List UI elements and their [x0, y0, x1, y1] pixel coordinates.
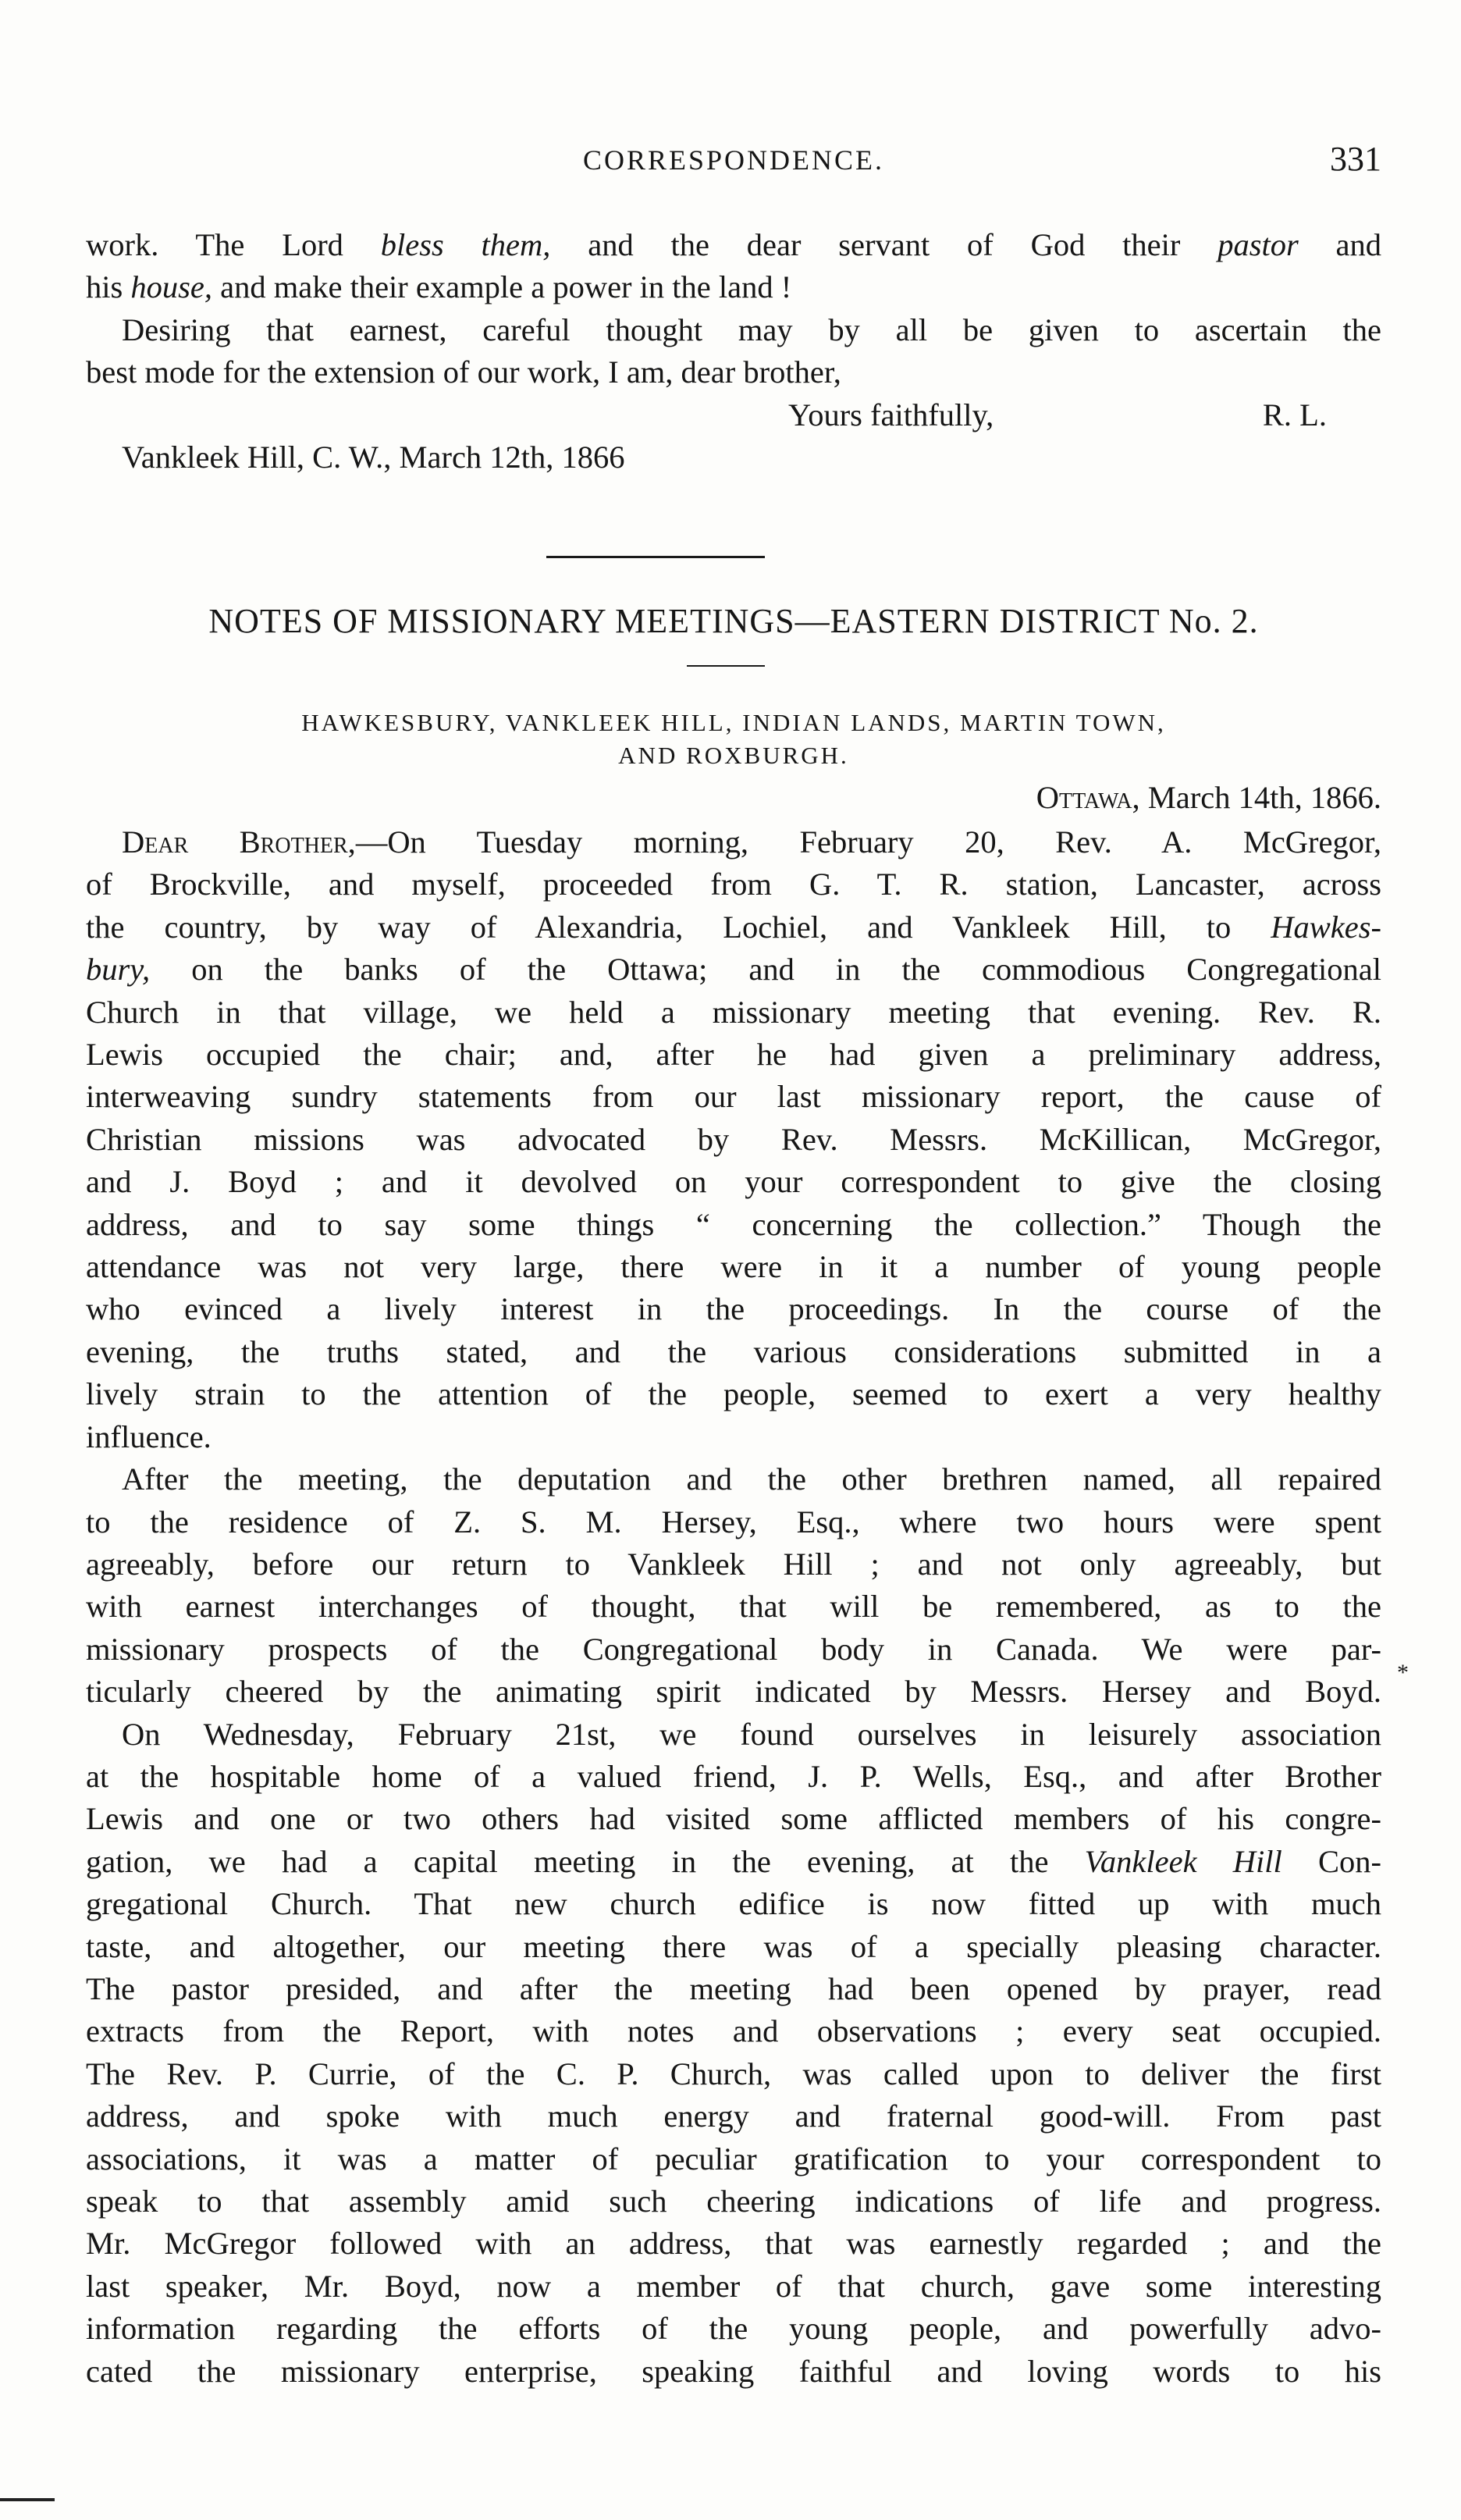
text-line: After the meeting, the deputation and the other brethren named, all repaired [122, 1461, 1381, 1497]
text-line: Christian missions was advocated by Rev. Messrs. McKillican, McGregor, [86, 1121, 1381, 1157]
text-line: Mr. McGregor followed with an address, that was earnestly regarded ; and the [86, 2226, 1381, 2262]
margin-mark: * [1397, 1660, 1409, 1685]
text-line: evening, the truths stated, and the various considerations submitted in a [86, 1333, 1381, 1369]
subheading-line: HAWKESBURY, VANKLEEK HILL, INDIAN LANDS, MARTIN TOWN, [301, 709, 1166, 736]
running-head [86, 139, 1381, 186]
text-line: the country, by way of Alexandria, Lochiel, and Vankleek Hill, to Hawkes- [86, 909, 1381, 945]
text-line: address, and spoke with much energy and fraternal good-will. From past [86, 2098, 1381, 2134]
text-line: with earnest interchanges of thought, that will be remembered, as to the [86, 1589, 1381, 1625]
section-divider [546, 556, 765, 558]
text-line: his house, and make their example a power in the land ! [86, 269, 792, 305]
previous-letter-closing [86, 224, 1381, 479]
text-line: cated the missionary enterprise, speaking faithful and loving words to his [86, 2353, 1381, 2389]
text-line: interweaving sundry statements from our last missionary report, the cause of [86, 1079, 1381, 1115]
text-line: The pastor presided, and after the meeting had been opened by prayer, read [86, 1970, 1381, 2006]
article-body [86, 821, 1381, 2393]
text-line: address, and to say some things “ concerning the collection.” Though the [86, 1206, 1381, 1242]
text-line: and J. Boyd ; and it devolved on your correspondent to give the closing [86, 1164, 1381, 1200]
text-line: to the residence of Z. S. M. Hersey, Esq., where two hours were spent [86, 1504, 1381, 1539]
text-line: attendance was not very large, there were in it a number of young people [86, 1249, 1381, 1285]
signature-initials: R. L. [1262, 397, 1327, 432]
text-line: missionary prospects of the Congregational body in Canada. We were par- [86, 1631, 1381, 1667]
page-edge-mark [0, 2498, 55, 2501]
text-line: taste, and altogether, our meeting there was of a specially pleasing character. [86, 1928, 1381, 1964]
text-line: Lewis occupied the chair; and, after he had given a preliminary address, [86, 1037, 1381, 1073]
text-line: work. The Lord bless them, and the dear servant of God their pastor and [86, 227, 1382, 262]
text-line: ticularly cheered by the animating spirit indicated by Messrs. Hersey and Boyd. [86, 1674, 1381, 1710]
text-line: lively strain to the attention of the people, seemed to exert a very healthy [86, 1376, 1381, 1412]
text-line: The Rev. P. Currie, of the C. P. Church, was called upon to deliver the first [86, 2056, 1381, 2091]
subheading-line: AND ROXBURGH. [618, 742, 849, 769]
text-line: best mode for the extension of our work, I am, dear brother, [86, 354, 841, 390]
text-line: extracts from the Report, with notes and observations ; every seat occupied. [86, 2013, 1381, 2049]
text-line: On Wednesday, February 21st, we found ourselves in leisurely association [122, 1716, 1381, 1752]
text-line: associations, it was a matter of peculiar gratification to your correspondent to [86, 2141, 1381, 2177]
text-line: at the hospitable home of a valued friend, J. P. Wells, Esq., and after Brother [86, 1758, 1381, 1794]
text-line: bury, on the banks of the Ottawa; and in the commodious Congregational [86, 952, 1381, 988]
closing-salutation: Yours faithfully, [788, 397, 994, 432]
text-line: Lewis and one or two others had visited some afflicted members of his congre- [86, 1801, 1381, 1837]
text-line: agreeably, before our return to Vankleek Hill ; and not only agreeably, but [86, 1546, 1381, 1582]
page-number: 331 [1330, 140, 1381, 178]
text-line: information regarding the efforts of the young people, and powerfully advo- [86, 2311, 1381, 2347]
dateline-date: March 14th, 1866. [1139, 780, 1381, 815]
heading-rule [687, 665, 765, 667]
signature-row [86, 394, 1381, 436]
running-title: CORRESPONDENCE. [582, 144, 885, 176]
place-date: Vankleek Hill, C. W., March 12th, 1866 [122, 440, 625, 475]
text-line: last speaker, Mr. Boyd, now a member of that church, gave some interesting [86, 2268, 1381, 2304]
text-line: who evinced a lively interest in the proceedings. In the course of the [86, 1291, 1381, 1327]
text-line: Desiring that earnest, careful thought may by all be given to ascertain the [122, 311, 1381, 347]
text-line: of Brockville, and myself, proceeded from G. T. R. station, Lancaster, across [86, 867, 1381, 902]
salutation: Dear Brother, [122, 824, 356, 860]
dateline [1036, 779, 1381, 816]
text-line: gation, we had a capital meeting in the evening, at the Vankleek Hill Con- [86, 1843, 1381, 1879]
text-line: gregational Church. That new church edifice is now fitted up with much [86, 1886, 1381, 1922]
text-line: Church in that village, we held a missionary meeting that evening. Rev. R. [86, 994, 1381, 1030]
dateline-place: Ottawa, [1036, 780, 1140, 815]
text-line: Dear Brother,—On Tuesday morning, February 20, Rev. A. McGregor, [122, 824, 1382, 860]
article-heading: NOTES OF MISSIONARY MEETINGS—EASTERN DISTRICT No. 2. [208, 602, 1259, 640]
text-line: speak to that assembly amid such cheering indications of life and progress. [86, 2184, 1381, 2219]
article-subheading [86, 707, 1381, 772]
text-line: influence. [86, 1418, 212, 1454]
